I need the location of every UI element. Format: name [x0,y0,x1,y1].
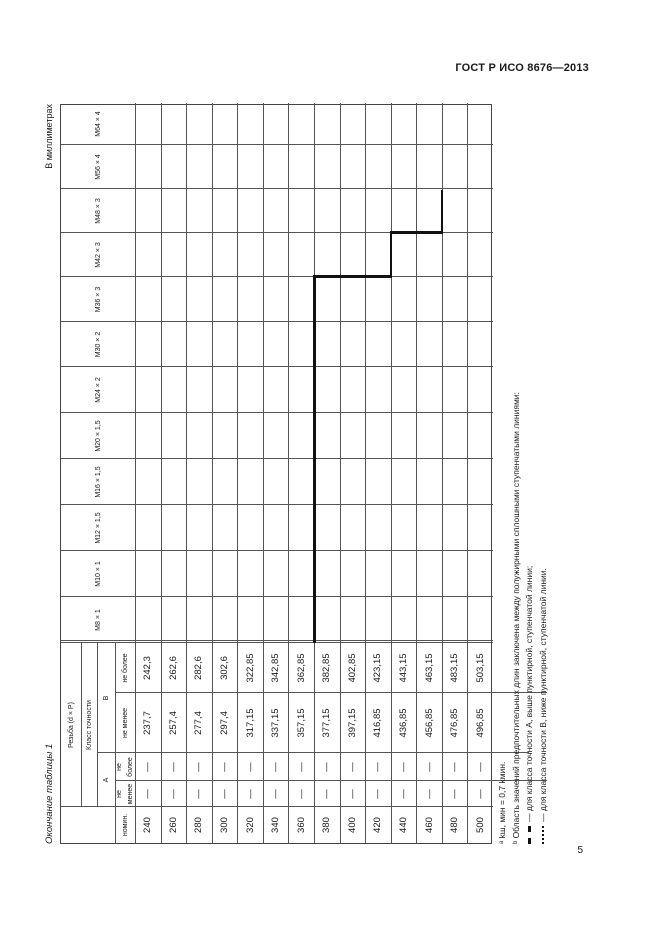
grid-line [115,643,116,807]
row-a-max-4: — [244,762,256,772]
row-a-min-10: — [397,789,409,799]
grid-line [61,366,493,367]
row-a-min-4: — [244,789,256,799]
page-number: 5 [577,845,583,856]
double-separator-line [61,640,493,641]
grid-line [186,103,187,843]
row-b-min-9: 416,85 [372,708,384,738]
row-b-max-3: 302,6 [218,656,230,680]
grid-line [81,643,82,807]
a-max-label: не более [116,757,134,777]
row-nom-6: 360 [295,817,307,833]
row-b-min-10: 436,85 [397,708,409,738]
thread-header-11: M64 × 4 [94,111,102,137]
grid-line [288,103,289,843]
units-label: В миллиметрах [44,104,54,169]
row-a-max-3: — [218,762,230,772]
thread-header-2: M12 × 1,5 [94,512,102,544]
row-b-min-11: 456,85 [423,708,435,738]
row-a-max-1: — [167,762,179,772]
row-nom-13: 500 [474,817,486,833]
row-b-max-0: 242,3 [142,656,154,680]
grid-line [61,321,493,322]
thread-header-label: Резьба (d × P) [67,702,75,748]
class-a-label: A [102,777,110,783]
grid-line [61,550,493,551]
row-b-max-13: 503,15 [474,653,486,683]
grid-line [237,103,238,843]
row-a-min-6: — [295,789,307,799]
row-nom-7: 380 [321,817,333,833]
row-a-min-1: — [167,789,179,799]
grid-line [416,103,417,843]
row-b-max-11: 463,15 [423,653,435,683]
row-b-min-4: 317,15 [244,708,256,738]
grid-line [115,807,116,843]
dotted-line-icon [542,826,544,844]
grid-line [61,642,493,643]
grid-line [61,412,493,413]
row-a-max-10: — [397,762,409,772]
row-b-min-1: 257,4 [167,711,179,735]
grid-line [161,103,162,843]
row-b-min-2: 277,4 [193,711,205,735]
rotated-table-block [44,104,584,844]
table-caption: Окончание таблицы 1 [44,743,55,844]
grid-line [61,504,493,505]
preferred-length-boundary [313,276,391,279]
grid-line [467,103,468,843]
preferred-length-boundary [313,277,316,643]
grid-line [365,103,366,843]
row-nom-4: 320 [244,817,256,833]
row-b-min-5: 337,15 [270,708,282,738]
thread-header-9: M48 × 3 [94,198,102,224]
row-nom-10: 440 [397,817,409,833]
row-nom-2: 280 [193,817,205,833]
grid-line [61,596,493,597]
row-nom-1: 260 [167,817,179,833]
row-b-max-10: 443,15 [397,653,409,683]
row-nom-11: 460 [423,817,435,833]
thread-header-3: M16 × 1,5 [94,466,102,498]
row-a-min-8: — [346,789,358,799]
grid-line [61,188,493,189]
row-nom-9: 420 [372,817,384,833]
row-a-min-11: — [423,789,435,799]
row-b-max-7: 382,85 [321,653,333,683]
row-a-max-12: — [449,762,461,772]
row-a-max-7: — [321,762,333,772]
row-b-max-9: 423,15 [372,653,384,683]
row-b-max-8: 402,85 [346,653,358,683]
note-line-b [537,104,551,844]
row-b-max-6: 362,85 [295,653,307,683]
note-line-b-text: — для класса точности В, ниже пунктирной, ступенчатой линии. [537,568,548,822]
row-b-min-8: 397,15 [346,708,358,738]
note-a: ᵃ kш, мин = 0,7 kмин. [497,761,507,844]
grid-line [212,103,213,843]
row-b-max-2: 282,6 [193,656,205,680]
preferred-length-boundary [390,234,393,278]
note-b: ᵇ Область значений предпочтительных длин заключена между полужирными сплошными ступенчатыми линиями: [510,392,521,844]
thread-header-6: M30 × 2 [94,331,102,358]
dimensions-table [60,104,492,844]
class-b-label: B [102,695,110,701]
row-a-max-0: — [142,762,154,772]
thread-header-4: M20 × 1,5 [94,420,102,452]
row-b-min-13: 496,85 [474,708,486,738]
row-b-min-0: 237,7 [142,711,154,735]
row-nom-8: 400 [346,817,358,833]
thread-header-1: M10 × 1 [94,561,102,587]
row-a-min-9: — [372,789,384,799]
document-code: ГОСТ Р ИСО 8676—2013 [455,62,589,74]
accuracy-class-label: Класс точности [85,700,93,750]
preferred-length-boundary [441,190,444,234]
b-max-label: не более [121,653,129,683]
grid-line [391,103,392,843]
row-b-min-12: 476,85 [449,708,461,738]
grid-line [61,806,493,807]
row-b-max-4: 322,85 [244,653,256,683]
grid-line [61,144,493,145]
note-line-a-text: — для класса точности А, выше пунктирной, ступенчатой линии; [524,565,534,822]
row-a-max-6: — [295,762,307,772]
note-line-a [523,104,537,844]
row-a-max-8: — [346,762,358,772]
row-b-min-6: 357,15 [295,708,307,738]
row-b-max-1: 262,6 [167,656,179,680]
thread-header-0: M8 × 1 [94,609,102,631]
row-nom-0: 240 [142,817,154,833]
grid-line [115,692,547,693]
thread-header-7: M36 × 3 [94,286,102,313]
nomin-header-label: номин. [121,813,129,837]
row-a-max-5: — [270,762,282,772]
row-a-min-0: — [142,789,154,799]
row-a-max-2: — [193,762,205,772]
grid-line [263,103,264,843]
row-b-min-7: 377,15 [321,708,333,738]
thread-header-10: M56 × 4 [94,154,102,180]
grid-line [61,458,493,459]
row-a-min-7: — [321,789,333,799]
row-a-max-11: — [423,762,435,772]
grid-line [340,103,341,843]
thread-header-8: M42 × 3 [94,242,102,268]
row-a-min-13: — [474,789,486,799]
row-nom-3: 300 [218,817,230,833]
row-b-max-12: 483,15 [449,653,461,683]
grid-line [97,752,529,753]
b-min-label: не менее [121,707,129,739]
preferred-length-boundary [390,232,442,235]
row-nom-5: 340 [270,817,282,833]
row-a-min-2: — [193,789,205,799]
row-b-min-3: 297,4 [218,711,230,735]
a-min-label: не менее [116,783,134,805]
dashed-line-icon [528,826,531,844]
row-a-min-12: — [449,789,461,799]
row-a-min-3: — [218,789,230,799]
row-a-max-9: — [372,762,384,772]
row-a-min-5: — [270,789,282,799]
row-a-max-13: — [474,762,486,772]
row-nom-12: 480 [449,817,461,833]
row-b-max-5: 342,85 [270,653,282,683]
grid-line [97,643,98,807]
table-notes [496,104,550,844]
grid-line [61,276,493,277]
grid-line [115,780,547,781]
thread-header-5: M24 × 2 [94,377,102,403]
